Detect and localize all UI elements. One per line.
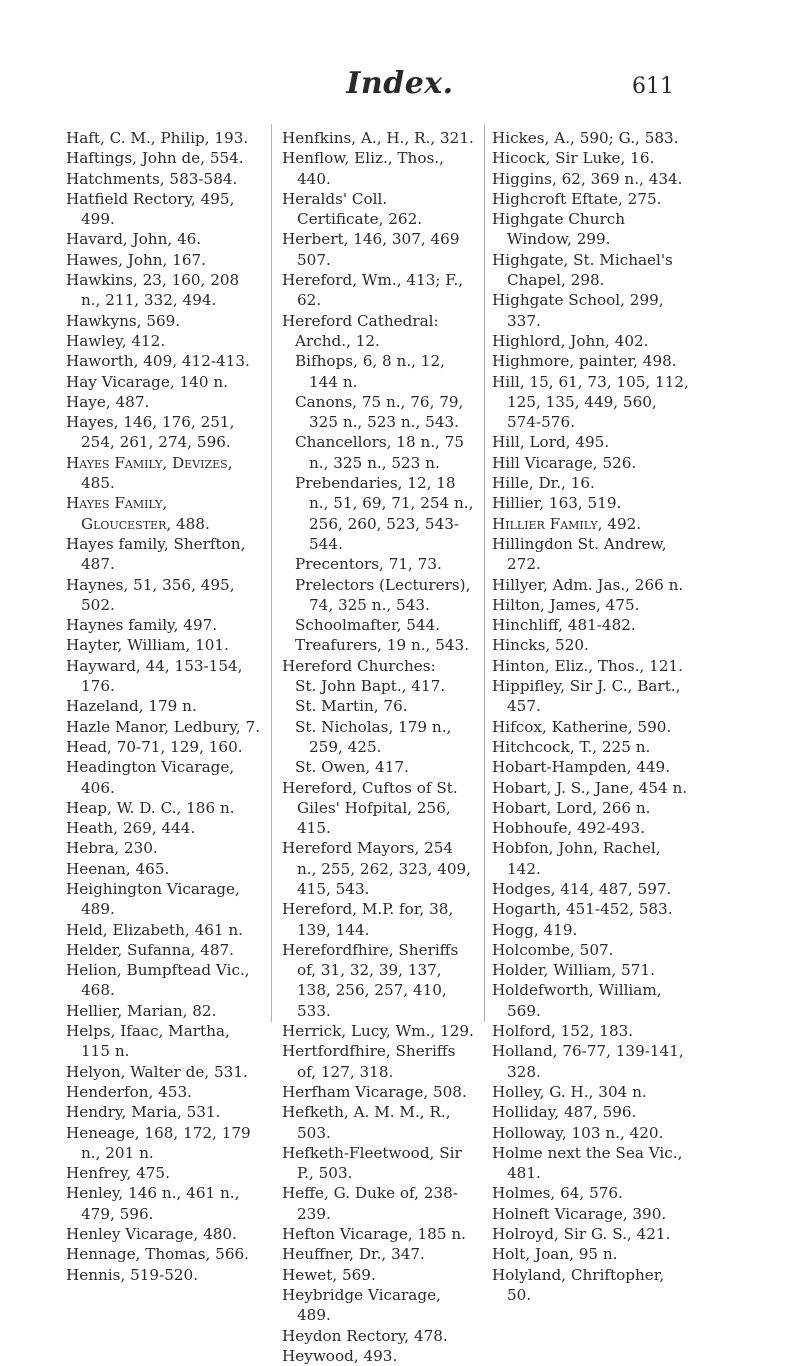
index-subentry: Precentors, 71, 73.	[295, 555, 442, 574]
index-entry: Heenan, 465.	[66, 859, 170, 878]
index-entry: Hillingdon St. Andrew, 272.	[492, 534, 667, 574]
index-subentry: St. John Bapt., 417.	[295, 677, 446, 696]
index-entry: Holdefworth, William, 569.	[492, 981, 662, 1020]
index-entry: Holneft Vicarage, 390.	[492, 1204, 667, 1223]
index-entry: Holt, Joan, 95 n.	[492, 1245, 618, 1264]
index-entry: Headington Vicarage, 406.	[66, 758, 235, 797]
index-entry: Hitchcock, T., 225 n.	[492, 737, 651, 756]
index-entry: Hincks, 520.	[492, 636, 589, 655]
index-entry: Heybridge Vicarage, 489.	[282, 1285, 441, 1325]
index-entry: Herfham Vicarage, 508.	[282, 1082, 467, 1101]
index-entry: Heneage, 168, 172, 179 n., 201 n.	[66, 1123, 251, 1162]
index-entry: Highlord, John, 402.	[492, 331, 649, 350]
index-entry: Henfkins, A., H., R., 321.	[282, 129, 474, 147]
index-entry: Hatchments, 583-584.	[66, 169, 238, 188]
index-entry: Hendry, Maria, 531.	[66, 1103, 221, 1122]
index-entry: Hifcox, Katherine, 590.	[492, 717, 672, 736]
page-title: Index.	[346, 66, 454, 101]
index-entry: Hillier Family, 492.	[492, 514, 642, 533]
index-entry: Hodges, 414, 487, 597.	[492, 879, 672, 898]
index-subentry: Chancellors, 18 n., 75 n., 325 n., 523 n.	[295, 433, 465, 472]
index-entry: Hobhoufe, 492-493.	[492, 819, 646, 838]
index-entry: Hillyer, Adm. Jas., 266 n.	[492, 575, 684, 594]
index-entry: Henderfon, 453.	[66, 1082, 193, 1101]
index-entry: Hobfon, John, Rachel, 142.	[492, 839, 661, 878]
index-entry: Holme next the Sea Vic., 481.	[492, 1143, 683, 1183]
page-number: 611	[632, 74, 674, 99]
index-entry: Hillier, 163, 519.	[492, 494, 622, 513]
index-entry: Holloway, 103 n., 420.	[492, 1123, 664, 1142]
index-entry: Hayward, 44, 153-154, 176.	[66, 656, 243, 696]
index-entry: Hicock, Sir Luke, 16.	[492, 149, 655, 168]
index-entry: Hay Vicarage, 140 n.	[66, 372, 228, 391]
index-entry: Heighington Vicarage, 489.	[66, 879, 240, 919]
index-subentry: Prebendaries, 12, 18 n., 51, 69, 71, 254 n., 256, 260, 523, 543-544.	[295, 474, 474, 553]
index-entry: Hinton, Eliz., Thos., 121.	[492, 656, 684, 675]
index-entry: Holder, William, 571.	[492, 961, 655, 980]
index-entry: Haworth, 409, 412-413.	[66, 352, 250, 371]
index-entry: Highgate Church Window, 299.	[492, 210, 626, 249]
index-entry: Holland, 76-77, 139-141, 328.	[492, 1042, 684, 1081]
index-entry: Hefton Vicarage, 185 n.	[282, 1225, 466, 1244]
page-header	[0, 66, 800, 116]
index-entry: Helyon, Walter de, 531.	[66, 1062, 248, 1081]
index-entry: Haft, C. M., Philip, 193.	[66, 129, 249, 147]
index-entry: Heuffner, Dr., 347.	[282, 1245, 425, 1264]
index-subentry: Schoolmafter, 544.	[295, 616, 441, 635]
index-entry: Hawkyns, 569.	[66, 311, 181, 330]
index-subentry: Prelectors (Lecturers), 74, 325 n., 543.	[295, 575, 471, 614]
index-entry: Hinchliff, 481-482.	[492, 616, 636, 635]
index-entry: Hayes family, Sherfton, 487.	[66, 534, 246, 574]
index-entry: Heap, W. D. C., 186 n.	[66, 798, 235, 817]
index-entry: Herefordfhire, Sheriffs of, 31, 32, 39, 137, 138, 256, 257, 410, 533.	[282, 940, 459, 1020]
index-entry: Henfrey, 475.	[66, 1164, 170, 1183]
index-entry: Higgins, 62, 369 n., 434.	[492, 169, 683, 188]
index-entry: Heralds' Coll. Certificate, 262.	[282, 189, 423, 229]
index-subentry: Bifhops, 6, 8 n., 12, 144 n.	[295, 352, 445, 391]
index-subentry: St. Nicholas, 179 n., 259, 425.	[295, 717, 452, 756]
index-entry: Hogarth, 451-452, 583.	[492, 900, 673, 919]
index-entry: Hobart, Lord, 266 n.	[492, 798, 651, 817]
index-column-2	[282, 128, 474, 1366]
index-entry: Hogg, 419.	[492, 920, 578, 939]
index-entry: Heffe, G. Duke of, 238-239.	[282, 1184, 458, 1223]
index-entry: Hill Vicarage, 526.	[492, 453, 637, 472]
index-entry: Hertfordfhire, Sheriffs of, 127, 318.	[282, 1042, 456, 1081]
index-entry: Heywood, 493.	[282, 1346, 398, 1365]
index-entry: Hazeland, 179 n.	[66, 697, 197, 716]
index-entry: Henflow, Eliz., Thos., 440.	[282, 149, 444, 188]
index-entry: Hickes, A., 590; G., 583.	[492, 129, 679, 147]
index-entry: Head, 70-71, 129, 160.	[66, 737, 243, 756]
index-entry: Highmore, painter, 498.	[492, 352, 677, 371]
index-entry: Haynes family, 497.	[66, 616, 218, 635]
index-entry: Hill, 15, 61, 73, 105, 112, 125, 135, 449, 560, 574-576.	[492, 372, 689, 432]
index-entry: Hebra, 230.	[66, 839, 158, 858]
index-entry: Hawley, 412.	[66, 331, 166, 350]
index-entry: Hayter, William, 101.	[66, 636, 229, 655]
index-entry: Hewet, 569.	[282, 1265, 376, 1284]
index-entry: Helps, Ifaac, Martha, 115 n.	[66, 1022, 230, 1061]
column-divider	[271, 124, 272, 1022]
index-entry: Helion, Bumpftead Vic., 468.	[66, 961, 250, 1000]
index-entry: Highgate, St. Michael's Chapel, 298.	[492, 250, 673, 290]
index-entry: Hereford, Wm., 413; F., 62.	[282, 271, 464, 310]
index-entry: Holford, 152, 183.	[492, 1022, 634, 1041]
index-entry: Hefketh-Fleetwood, Sir P., 503.	[282, 1143, 462, 1183]
index-subentry: Canons, 75 n., 76, 79, 325 n., 523 n., 543.	[295, 392, 464, 432]
index-entry: Hatfield Rectory, 495, 499.	[66, 189, 235, 229]
index-entry: Henley, 146 n., 461 n., 479, 596.	[66, 1184, 240, 1223]
index-subentry: St. Owen, 417.	[295, 758, 409, 777]
index-entry: Hobart, J. S., Jane, 454 n.	[492, 778, 688, 797]
index-column-1	[66, 128, 262, 1285]
index-entry: Haynes, 51, 356, 495, 502.	[66, 575, 235, 614]
index-entry: Hennis, 519-520.	[66, 1265, 199, 1284]
index-entry: Herbert, 146, 307, 469 507.	[282, 230, 460, 269]
index-entry: Hawes, John, 167.	[66, 250, 207, 269]
index-subentry: Archd., 12.	[295, 331, 380, 350]
index-entry: Hereford, Cuftos of St. Giles' Hofpital, 256, 415.	[282, 778, 458, 838]
index-entry: Heydon Rectory, 478.	[282, 1326, 448, 1345]
index-entry: Held, Elizabeth, 461 n.	[66, 920, 243, 939]
index-entry: Hereford Churches:	[282, 656, 436, 675]
index-entry: Holcombe, 507.	[492, 940, 614, 959]
index-entry: Havard, John, 46.	[66, 230, 202, 249]
index-entry: Hellier, Marian, 82.	[66, 1001, 217, 1020]
index-entry: Henley Vicarage, 480.	[66, 1225, 237, 1244]
index-entry: Hayes Family, Gloucester, 488.	[66, 494, 210, 533]
index-entry: Highcroft Eftate, 275.	[492, 189, 662, 208]
index-entry: Hill, Lord, 495.	[492, 433, 610, 452]
index-subentry: Treafurers, 19 n., 543.	[295, 636, 470, 655]
index-entry: Heath, 269, 444.	[66, 819, 196, 838]
index-entry: Helder, Sufanna, 487.	[66, 940, 234, 959]
index-entry: Hefketh, A. M. M., R., 503.	[282, 1103, 451, 1142]
index-entry: Haye, 487.	[66, 392, 150, 411]
index-column-3	[492, 128, 690, 1305]
index-entry: Hobart-Hampden, 449.	[492, 758, 671, 777]
index-entry: Hazle Manor, Ledbury, 7.	[66, 717, 261, 736]
index-subentry: St. Martin, 76.	[295, 697, 408, 716]
index-entry: Hille, Dr., 16.	[492, 474, 595, 493]
index-entry: Hilton, James, 475.	[492, 595, 640, 614]
index-entry: Hereford Mayors, 254 n., 255, 262, 323, 409, 415, 543.	[282, 839, 472, 898]
index-entry: Hawkins, 23, 160, 208 n., 211, 332, 494.	[66, 271, 240, 310]
index-entry: Hereford Cathedral:	[282, 311, 439, 330]
index-entry: Holroyd, Sir G. S., 421.	[492, 1225, 671, 1244]
index-entry: Holley, G. H., 304 n.	[492, 1082, 647, 1101]
index-entry: Herrick, Lucy, Wm., 129.	[282, 1022, 474, 1041]
index-entry: Hayes Family, Devizes, 485.	[66, 453, 233, 493]
index-entry: Holyland, Chriftopher, 50.	[492, 1265, 665, 1304]
column-divider	[484, 124, 485, 1022]
index-entry: Hayes, 146, 176, 251, 254, 261, 274, 596.	[66, 413, 235, 452]
index-entry: Highgate School, 299, 337.	[492, 291, 664, 330]
index-entry: Hennage, Thomas, 566.	[66, 1245, 249, 1264]
index-entry: Holmes, 64, 576.	[492, 1184, 623, 1203]
index-entry: Hereford, M.P. for, 38, 139, 144.	[282, 900, 454, 939]
index-entry: Holliday, 487, 596.	[492, 1103, 637, 1122]
index-entry: Haftings, John de, 554.	[66, 149, 244, 168]
index-entry: Hippifley, Sir J. C., Bart., 457.	[492, 677, 681, 716]
